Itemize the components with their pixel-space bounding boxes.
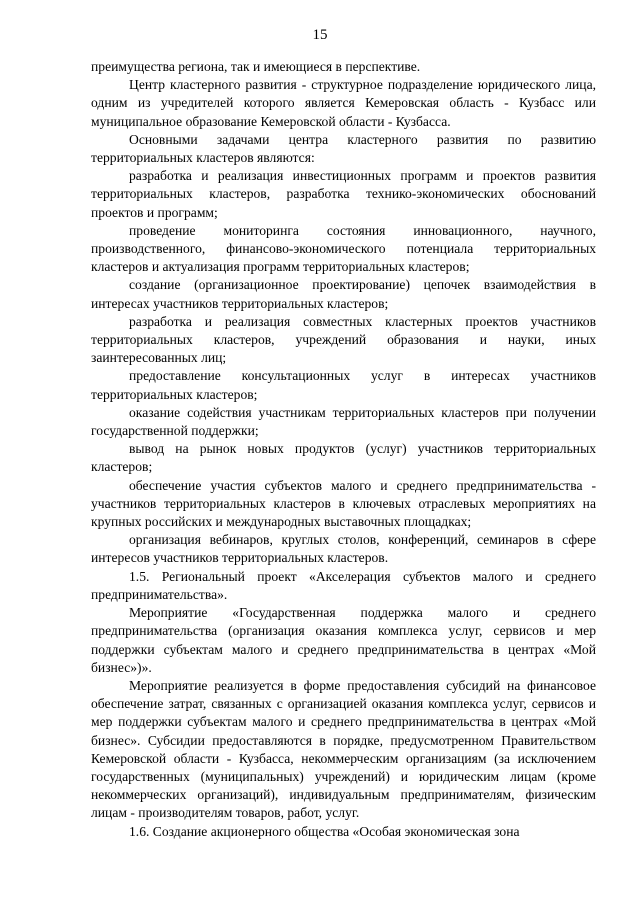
list-item: организация вебинаров, круглых столов, конференций, семинаров в сфере интересов участников территориальных кластеров. [91,532,596,566]
list-item: проведение мониторинга состояния инновационного, научного, производственного, финансово-экономического потенциала территориальных кластеров и актуализация программ территориальных кластеров; [91,222,596,275]
paragraph: Основными задачами центра кластерного развития по развитию территориальных кластеров являются: [91,131,596,166]
paragraph: преимущества региона, так и имеющиеся в перспективе. [91,59,421,74]
paragraph: Мероприятие «Государственная поддержка малого и среднего предпринимательства (организация оказания комплекса услуг, сервисов и мер поддержки субъектам малого и среднего предпринимательства в центрах «Мой бизнес»)». [91,605,596,675]
list-item: оказание содействия участникам территориальных кластеров при получении государственной поддержки; [91,404,596,439]
section-heading: 1.5. Региональный проект «Акселерация субъектов малого и среднего предпринимательства». [91,568,596,602]
list-item: вывод на рынок новых продуктов (услуг) участников территориальных кластеров; [91,441,596,475]
document-body [91,58,596,841]
list-item: создание (организационное проектирование) цепочек взаимодействия в интересах участников территориальных кластеров; [91,277,596,311]
paragraph: Мероприятие реализуется в форме предоставления субсидий на финансовое обеспечение затрат, связанных с организацией оказания комплекса услуг, сервисов и мер поддержки субъектам малого и среднего предпринимательства в центрах «Мой бизнес». Субсидии предоставляются в порядке, предусмотренном Правительством Кемеровской области - Кузбасса, некоммерческим организациям (за исключением государственных (муниципальных) учреждений) и юридическим лицам (кроме некоммерческих организаций), индивидуальным предпринимателям, физическим лицам - производителям товаров, работ, услуг. [91,677,596,821]
list-item: обеспечение участия субъектов малого и среднего предпринимательства - участников территориальных кластеров в ключевых отраслевых мероприятиях на крупных российских и международных выставочных площадках; [91,477,596,530]
section-heading: 1.6. Создание акционерного общества «Особая экономическая зона [129,823,520,839]
page-number: 15 [312,27,328,43]
paragraph: Центр кластерного развития - структурное подразделение юридического лица, одним из учредителей которого является Кемеровская область - Кузбасс или муниципальное образование Кемеровской области - Кузбасса. [91,77,596,129]
list-item: разработка и реализация совместных кластерных проектов участников территориальных кластеров, учреждений образования и науки, иных заинтересованных лиц; [91,313,596,366]
list-item: разработка и реализация инвестиционных программ и проектов развития территориальных кластеров, разработка технико-экономических обоснований проектов и программ; [91,168,596,220]
list-item: предоставление консультационных услуг в интересах участников территориальных кластеров; [91,368,596,402]
